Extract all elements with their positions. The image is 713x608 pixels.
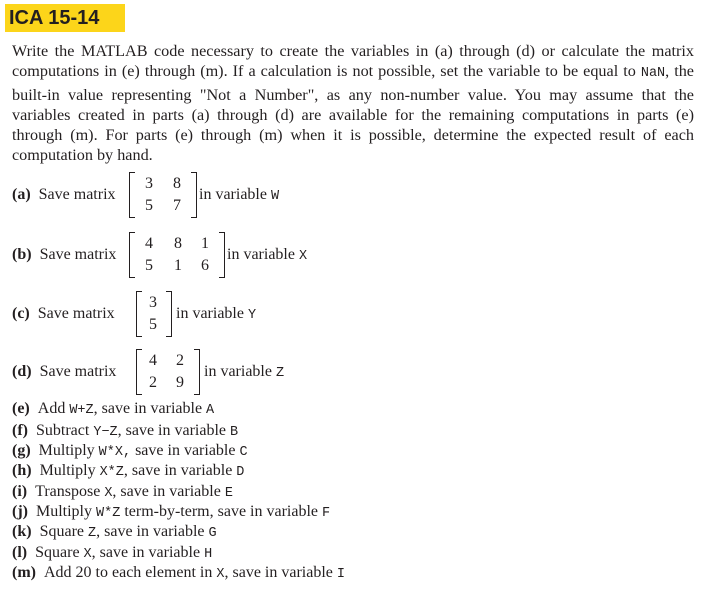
- matrix-cell: 7: [173, 197, 181, 214]
- nan-code: NaN: [640, 66, 666, 82]
- task-e: (e) Add W+Z, save in variable A: [12, 400, 215, 418]
- matrix-cell: 1: [174, 257, 182, 274]
- right-bracket: [166, 291, 172, 337]
- left-bracket: [129, 172, 135, 218]
- matrix-cell: 1: [201, 235, 209, 252]
- matrix-cell: 5: [145, 257, 153, 274]
- left-bracket: [136, 349, 142, 395]
- task-f: (f) Subtract Y−Z, save in variable B: [12, 422, 239, 440]
- matrix-cell: 2: [149, 374, 157, 391]
- matrix-cell: 5: [145, 197, 153, 214]
- task-l: (l) Square X, save in variable H: [12, 544, 213, 562]
- page-title: ICA 15-14: [9, 7, 100, 29]
- matrix-cell: 8: [173, 175, 181, 192]
- matrix-cell: 6: [201, 257, 209, 274]
- task-g: (g) Multiply W*X, save in variable C: [12, 442, 248, 460]
- part-c-suffix: in variable Y: [176, 305, 257, 323]
- task-j: (j) Multiply W*Z term-by-term, save in variable F: [12, 503, 331, 521]
- matrix-cell: 4: [145, 235, 153, 252]
- intro-text-1: Write the MATLAB code necessary to create the variables in (a) through (d) or calculate the matrix computations in (e) through (m). If a calculation is not possible, set the variable to be equal to: [12, 42, 694, 81]
- matrix-cell: 4: [149, 352, 157, 369]
- matrix-cell: 3: [149, 294, 157, 311]
- right-bracket: [194, 349, 200, 395]
- matrix-cell: 5: [149, 316, 157, 333]
- part-d-suffix: in variable Z: [204, 363, 285, 381]
- task-k: (k) Square Z, save in variable G: [12, 523, 217, 541]
- left-bracket: [129, 232, 135, 278]
- part-d-prefix: (d) Save matrix: [12, 363, 117, 380]
- matrix-cell: 3: [145, 175, 153, 192]
- task-i: (i) Transpose X, save in variable E: [12, 483, 233, 501]
- part-b-prefix: (b) Save matrix: [12, 246, 117, 263]
- part-b-suffix: in variable X: [227, 246, 308, 264]
- part-c-prefix: (c) Save matrix: [12, 305, 115, 322]
- intro-text-2: , the built-in value representing "Not a Number", as any non-number value. You may assume that the variables created in parts (a) through (d) are available for the remaining computations in parts (e) through (m). For parts (e) through (m) when it is possible, determine the expected result of each computation by hand.: [12, 62, 694, 165]
- right-bracket: [219, 232, 225, 278]
- left-bracket: [136, 291, 142, 337]
- part-a-suffix: in variable W: [199, 186, 280, 204]
- matrix-cell: 2: [176, 352, 184, 369]
- right-bracket: [191, 172, 197, 218]
- matrix-cell: 8: [174, 235, 182, 252]
- matrix-cell: 9: [176, 374, 184, 391]
- task-h: (h) Multiply X*Z, save in variable D: [12, 462, 245, 480]
- task-m: (m) Add 20 to each element in X, save in variable I: [12, 564, 345, 582]
- part-a-prefix: (a) Save matrix: [12, 186, 116, 203]
- intro-paragraph: [12, 41, 694, 166]
